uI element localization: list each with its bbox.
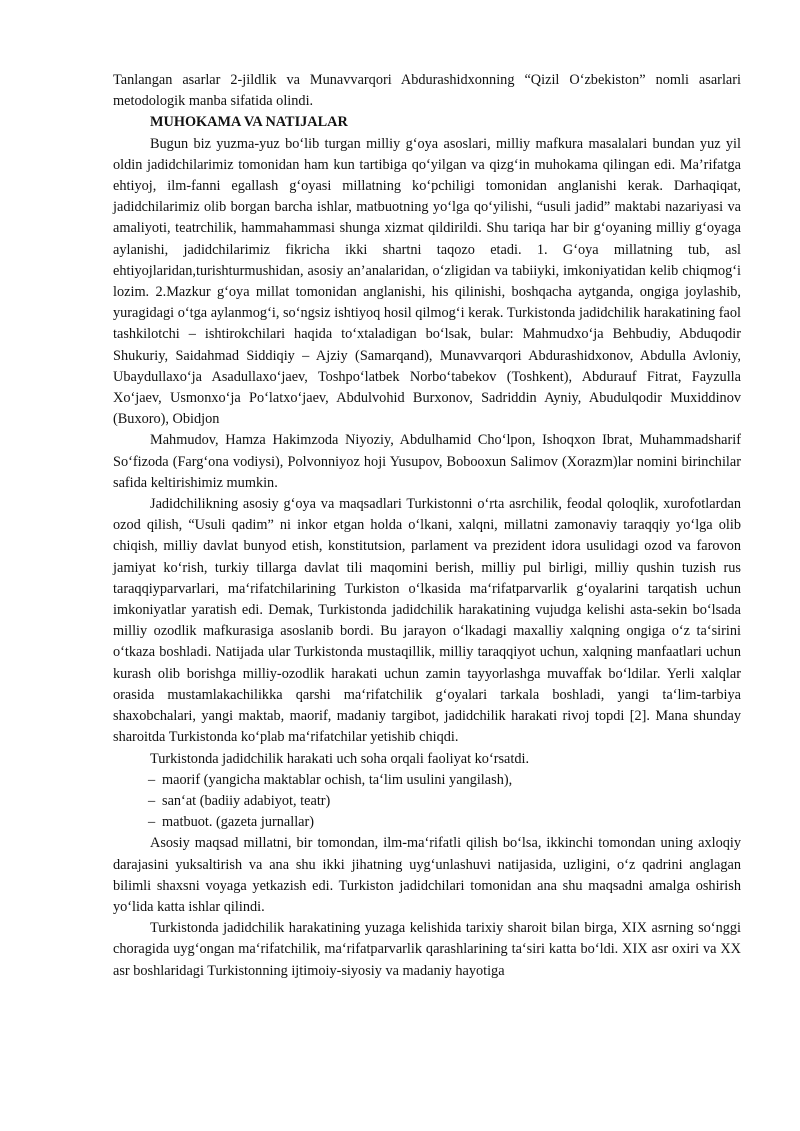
list-item xyxy=(113,770,741,791)
paragraph-body-5: Asosiy maqsad millatni, bir tomondan, ilm-ma‘rifatli qilish bo‘lsa, ikkinchi tomondan uning axloqiy darajasini yuksaltirish va ana shu ikki jihatning uyg‘unlashuvi natijasida, uzligini, o‘z qadrini anglagan bilimli shaxsni voyaga yetkazish edi. Turkiston jadidchilari tomonidan ana shu maqsadni amalga oshirish yo‘lida katta ishlar qilindi. xyxy=(113,835,741,915)
section-heading: MUHOKAMA VA NATIJALAR xyxy=(150,114,348,131)
list-dash: – xyxy=(148,792,156,809)
list-dash: – xyxy=(148,814,156,831)
paragraph-intro: Tanlangan asarlar 2-jildlik va Munavvarqori Abdurashidxonning “Qizil O‘zbekiston” nomli asarlari metodologik manba sifatida olindi. xyxy=(113,72,741,110)
paragraph-body-3: Jadidchilikning asosiy g‘oya va maqsadlari Turkistonni o‘rta asrchilik, feodal qoloqlik, xurofotlardan ozod qilish, “Usuli qadim” ni inkor etgan holda o‘lkani, xalqni, millatni zamonaviy taraqqiy yo‘lga olib chiqish, milliy davlat bunyod etish, konstitutsion, parlament va prezident idora usulidagi ozod va farovon jamiyat ko‘rish, turkiy tillarga davlat tili maqomini berish, milliy pul birligi, milliy qushin tuzish rus taraqqiyparvarlari, ma‘rifatchilarining Turkiston o‘lkasida ma‘rifatparvarlik g‘oyalarini tarqatish uchun imkoniyatlar yaratish edi. Demak, Turkistonda jadidchilik harakatining vujudga kelishi asta-sekin bo‘lsada milliy ozodlik mafkurasiga asoslanib bordi. Bu jarayon o‘lkadagi maxalliy xalqning ongiga o‘z ta‘sirini o‘tkaza boshladi. Natijada ular Turkistonda mustaqillik, milliy taraqqiyot uchun, xalqning manfaatlari uchun kurash olib borishga milliy-ozodlik harakati uchun zamin tayyorlashga muvaffak bo‘ldilar. Yerli xalqlar orasida mustamlakachilikka qarshi ma‘rifatchilik g‘oyalari tarkala boshladi, yangi ta‘lim-tarbiya shaxobchalari, yangi maktab, maorif, madaniy targibot, jadidchilik harakati rivoj topdi [2]. Mana shunday sharoitda Turkistonda ko‘plab ma‘rifatchilar yetishib chiqdi. xyxy=(113,496,741,746)
paragraph-body-4: Turkistonda jadidchilik harakati uch soha orqali faoliyat ko‘rsatdi. xyxy=(150,750,530,767)
paragraph-body-1: Bugun biz yuzma-yuz bo‘lib turgan milliy g‘oya asoslari, milliy mafkura masalalari bundan yuz yil oldin jadidchilarimiz tomonidan ham kun tartibiga qo‘yilgan va qizg‘in muhokama qilingan edi. Ma’rifatga ehtiyoj, ilm-fanni egallash g‘oyasi millatning ko‘pchiligi tomonidan anglanishi kerak. Darhaqiqat, jadidchilarimiz olib borgan barcha ishlar, matbuotning yo‘lga qo‘yilishi, “usuli jadid” maktabi nazariyasi va amaliyoti, teatrchilik, hammahammasi shunga xizmat qildirildi. Shu tariqa har bir g‘oyaning milliy g‘oyaga aylanishi, jadidchilarimiz fikricha ikki shartni taqozo etadi. 1. G‘oya millatning tub, asl ehtiyojlaridan,turishturmushidan, asosiy an’analaridan, o‘zligidan va tabiiyki, imkoniyatidan kelib chiqmog‘i lozim. 2.Mazkur g‘oya millat tomonidan anglanishi, his qilinishi, boshqacha aytganda, ongiga joylashib, yuragidagi o‘tga aylanmog‘i, so‘ngsiz ishtiyoq hosil qilmog‘i kerak. Turkistonda jadidchilik harakatining faol tashkilotchi – ishtirokchilari haqida to‘xtaladigan bo‘lsak, bular: Mahmudxo‘ja Behbudiy, Abduqodir Shukuriy, Saidahmad Siddiqiy – Ajziy (Samarqand), Munavvarqori Abdurashidxonov, Abdulla Avloniy, Ubaydullaxo‘ja Asadullaxo‘jaev, Toshpo‘latbek Norbo‘tabekov (Toshkent), Abdurauf Fitrat, Fayzulla Xo‘jaev, Usmonxo‘ja Po‘latxo‘jaev, Abdulvohid Burxonov, Sadriddin Ayniy, Abudulqodir Muxiddinov (Buxoro), Obidjon xyxy=(113,135,741,428)
list-item-text: san‘at (badiiy adabiyot, teatr) xyxy=(162,792,331,809)
list-item xyxy=(113,812,741,833)
list-item-text: matbuot. (gazeta jurnallar) xyxy=(162,814,315,831)
paragraph-body-6: Turkistonda jadidchilik harakatining yuzaga kelishida tarixiy sharoit bilan birga, XIX asrning so‘nggi choragida uyg‘ongan ma‘rifatchilik, ma‘rifatparvarlik qarashlarining ta‘siri katta bo‘ldi. XIX asr oxiri va XX asr boshlaridagi Turkistonning ijtimoiy-siyosiy va madaniy hayotiga xyxy=(113,920,741,979)
list-item-text: maorif (yangicha maktablar ochish, ta‘lim usulini yangilash), xyxy=(162,771,513,788)
list-dash: – xyxy=(148,771,156,788)
paragraph-body-2: Mahmudov, Hamza Hakimzoda Niyoziy, Abdulhamid Cho‘lpon, Ishoqxon Ibrat, Muhammadsharif So‘fizoda (Farg‘ona vodiysi), Polvonniyoz hoji Yusupov, Bobooxun Salimov (Xorazm)lar nomini birinchilar safida keltirishimiz mumkin. xyxy=(113,432,741,491)
list-item xyxy=(113,791,741,812)
document-page xyxy=(113,70,741,982)
